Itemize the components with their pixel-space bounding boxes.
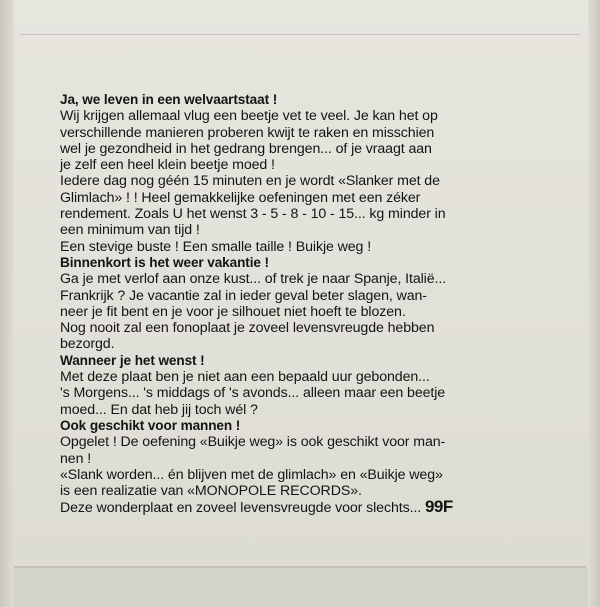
text-line: Nog nooit zal een fonoplaat je zoveel levensvreugde hebben (60, 320, 435, 337)
section-heading: Binnenkort is het weer vakantie ! (60, 254, 269, 270)
liner-notes (60, 92, 560, 517)
text-line: Glimlach» ! ! Heel gemakkelijke oefeningen met een zéker (60, 189, 421, 206)
text-line: Iedere dag nog géén 15 minuten en je wordt «Slanker met de (60, 173, 440, 190)
text-line: Deze wonderplaat en zoveel levensvreugde voor slechts... (60, 500, 422, 517)
section-heading: Wanneer je het wenst ! (60, 352, 205, 368)
text-line: je zelf een heel klein beetje moed ! (60, 157, 275, 174)
price-line (60, 499, 560, 516)
section-heading: Ja, we leven in een welvaartstaat ! (60, 92, 278, 107)
text-line: neer je fit bent en je voor je silhouet niet hoeft te blozen. (60, 303, 406, 320)
text-line: Opgelet ! De oefening «Buikje weg» is ook geschikt voor man- (60, 434, 446, 451)
text-line: Met deze plaat ben je niet aan een bepaald uur gebonden... (60, 369, 430, 386)
text-line: Frankrijk ? Je vacantie zal in ieder geval beter slagen, wan- (60, 287, 427, 304)
text-line: 's Morgens... 's middags of 's avonds... alleen maar een beetje (60, 385, 446, 402)
section-heading: Ook geschikt voor mannen ! (60, 417, 241, 433)
text-line: Ga je met verlof aan onze kust... of trek je naar Spanje, Italië... (60, 271, 447, 288)
text-line: Wij krijgen allemaal vlug een beetje vet te veel. Je kan het op (60, 108, 438, 125)
sleeve-left-edge (0, 0, 14, 607)
text-line: «Slank worden... én blijven met de glimlach» en «Buikje weg» (60, 466, 443, 483)
text-line: is een realizatie van «MONOPOLE RECORDS». (60, 483, 362, 500)
text-line: moed... En dat heb jij toch wél ? (60, 401, 258, 418)
sleeve-top-seam (20, 34, 580, 35)
text-line: nen ! (60, 450, 92, 467)
price: 99F (424, 497, 453, 517)
text-line: wel je gezondheid in het gedrang brengen... of je vraagt aan (60, 140, 432, 157)
text-line: bezorgd. (60, 336, 115, 353)
sleeve-bottom-flap (14, 568, 588, 607)
text-line: verschillende manieren proberen kwijt te raken en misschien (60, 124, 435, 141)
text-line: een minimum van tijd ! (60, 222, 200, 239)
text-line: Een stevige buste ! Een smalle taille ! Buikje weg ! (60, 238, 372, 255)
text-line: rendement. Zoals U het wenst 3 - 5 - 8 - 10 - 15... kg minder in (60, 206, 446, 223)
sleeve-right-edge (588, 0, 600, 607)
